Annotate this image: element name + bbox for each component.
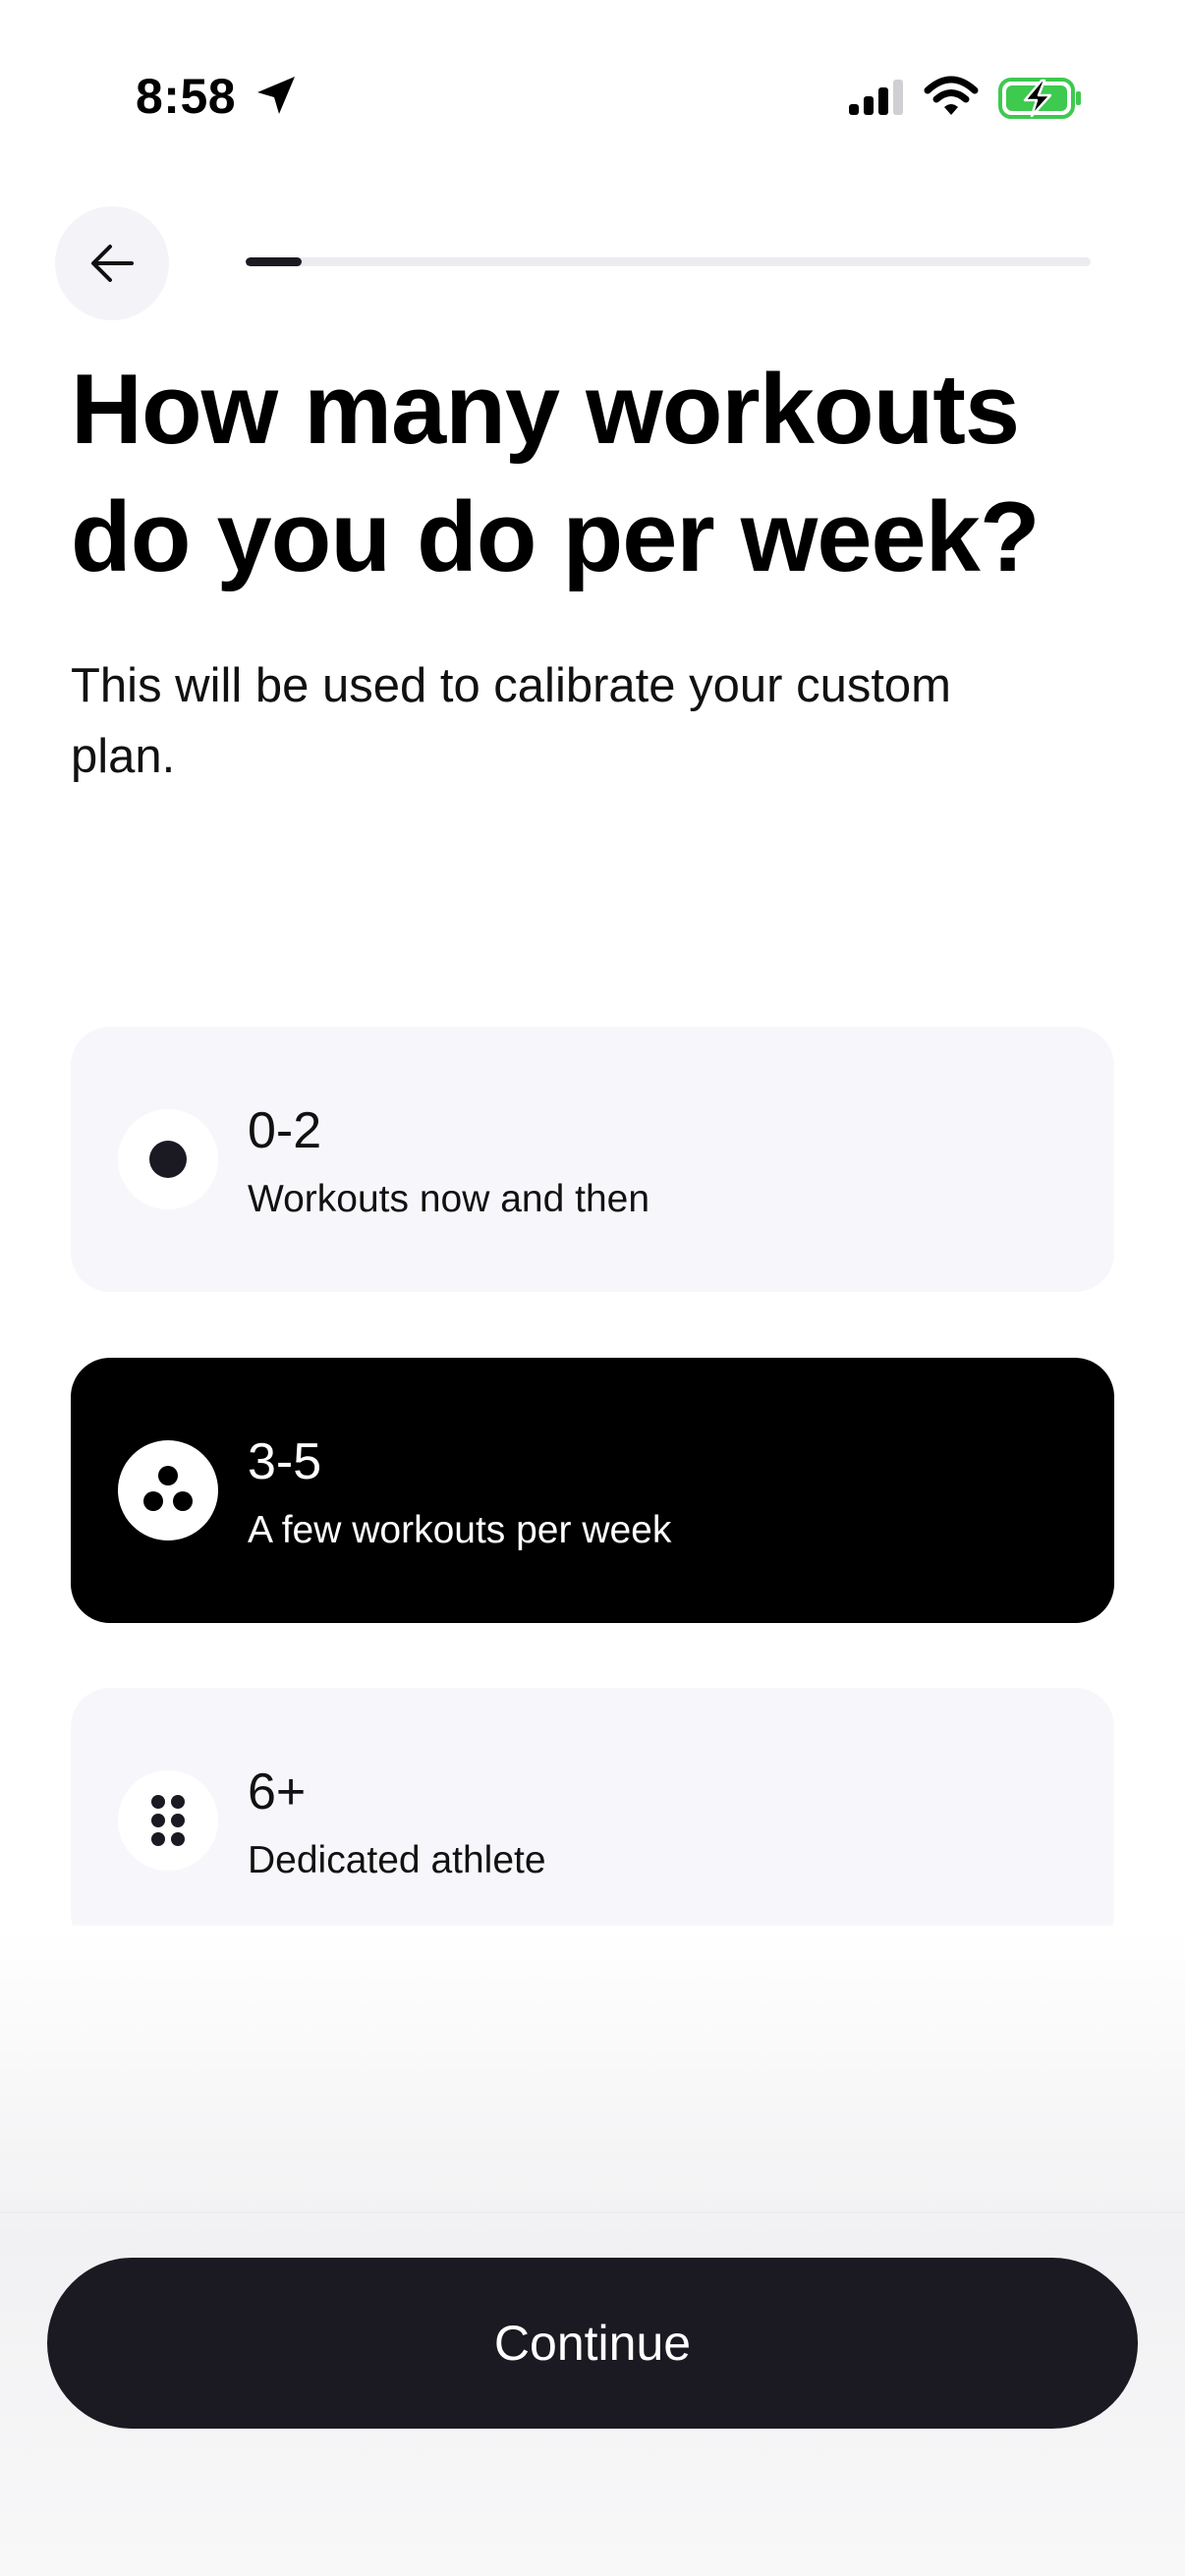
option-title: 0-2 [248, 1102, 322, 1159]
option-title: 6+ [248, 1764, 307, 1820]
option-3-5[interactable] [71, 1358, 1114, 1623]
cellular-signal-icon [847, 79, 908, 116]
progress-bar [246, 257, 1091, 266]
location-arrow-icon [254, 73, 299, 118]
continue-button[interactable]: Continue [47, 2258, 1138, 2429]
three-dots-icon [118, 1440, 218, 1540]
back-button[interactable] [55, 206, 169, 320]
one-dot-icon [118, 1109, 218, 1209]
page-title: How many workouts do you do per week? [71, 355, 1040, 592]
page-subtitle: This will be used to calibrate your custom plan. [71, 659, 951, 783]
option-description: Workouts now and then [248, 1178, 650, 1220]
bottom-panel [0, 1926, 1185, 2576]
option-title: 3-5 [248, 1433, 322, 1490]
battery-charging-icon [998, 77, 1083, 120]
six-dots-icon [118, 1770, 218, 1871]
option-6-plus[interactable] [71, 1688, 1114, 1953]
option-description: A few workouts per week [248, 1509, 672, 1551]
wifi-icon [924, 75, 979, 118]
bottom-divider [0, 2212, 1185, 2213]
option-0-2[interactable] [71, 1027, 1114, 1292]
option-description: Dedicated athlete [248, 1839, 546, 1881]
arrow-left-icon [85, 236, 140, 291]
status-time: 8:58 [136, 69, 237, 124]
progress-bar-fill [246, 257, 302, 266]
